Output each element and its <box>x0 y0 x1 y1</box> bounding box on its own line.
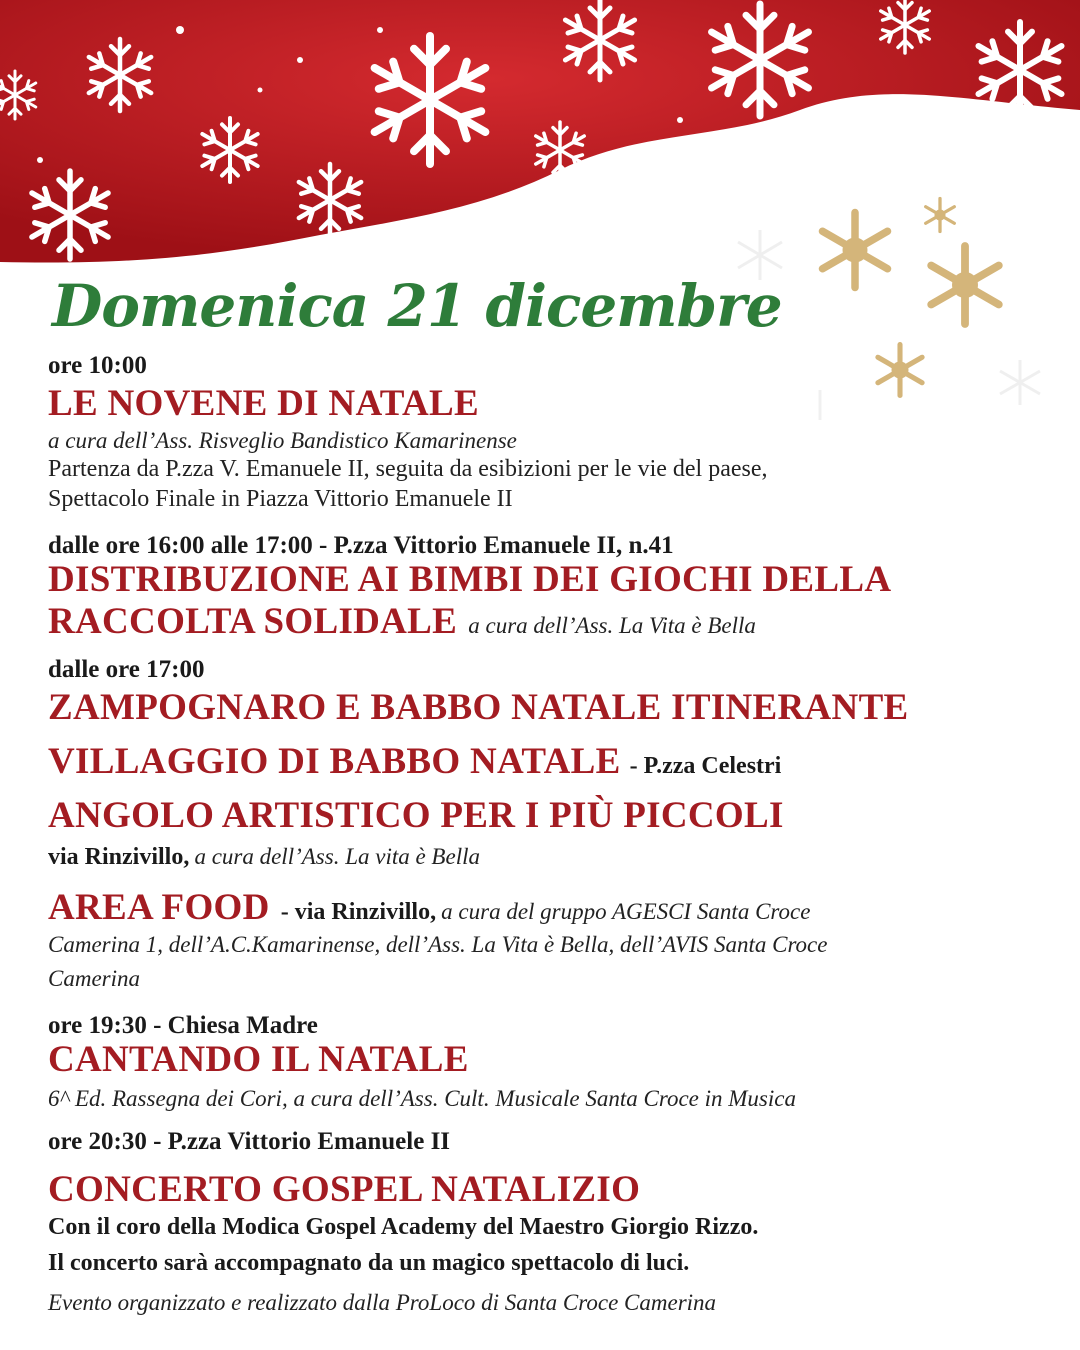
event-6-organizer-line-2: Camerina 1, dell’A.C.Kamarinense, dell’Ass. La Vita è Bella, dell’AVIS Santa Croce <box>48 932 828 957</box>
event-4-row <box>48 740 781 783</box>
event-4-place: - P.zza Celestri <box>629 753 782 779</box>
event-2-title-line-2-row <box>48 600 756 643</box>
event-1-details-line-2: Spettacolo Finale in Piazza Vittorio Emanuele II <box>48 486 513 512</box>
event-2-title-line-2: RACCOLTA SOLIDALE <box>48 601 458 642</box>
event-8-title: CONCERTO GOSPEL NATALIZIO <box>48 1169 641 1210</box>
event-7-time: ore 19:30 - Chiesa Madre <box>48 1012 318 1039</box>
event-2-organizer: a cura dell’Ass. La Vita è Bella <box>468 613 756 638</box>
event-1-organizer: a cura dell’Ass. Risveglio Bandistico Kamarinense <box>48 428 517 453</box>
footer-organizer: Evento organizzato e realizzato dalla ProLoco di Santa Croce Camerina <box>48 1290 717 1315</box>
event-8-time: ore 20:30 - P.zza Vittorio Emanuele II <box>48 1128 451 1155</box>
event-1-time: ore 10:00 <box>48 352 147 379</box>
event-2-time: dalle ore 16:00 alle 17:00 - P.zza Vittorio Emanuele II, n.41 <box>48 532 674 559</box>
page-title: Domenica 21 dicembre <box>52 272 782 340</box>
event-8-details-line-1: Con il coro della Modica Gospel Academy del Maestro Giorgio Rizzo. <box>48 1214 759 1240</box>
event-5-details-row <box>48 844 480 871</box>
event-6-title: AREA FOOD <box>48 887 270 928</box>
event-1-details-line-1: Partenza da P.zza V. Emanuele II, seguita da esibizioni per le vie del paese, <box>48 456 768 482</box>
event-8-details-line-2: Il concerto sarà accompagnato da un magico spettacolo di luci. <box>48 1250 690 1276</box>
event-1-title: LE NOVENE DI NATALE <box>48 383 479 424</box>
event-6-place: - via Rinzivillo, <box>280 899 437 925</box>
event-6-organizer-line-3: Camerina <box>48 966 140 991</box>
event-2-title-line-1: DISTRIBUZIONE AI BIMBI DEI GIOCHI DELLA <box>48 559 892 600</box>
event-5-place: via Rinzivillo, <box>48 844 190 870</box>
event-3-time: dalle ore 17:00 <box>48 656 205 683</box>
event-5-organizer: a cura dell’Ass. La vita è Bella <box>194 844 480 869</box>
event-3-title: ZAMPOGNARO E BABBO NATALE ITINERANTE <box>48 687 909 728</box>
event-5-title: ANGOLO ARTISTICO PER I PIÙ PICCOLI <box>48 795 784 836</box>
event-6-organizer-line-1: a cura del gruppo AGESCI Santa Croce <box>441 899 811 924</box>
event-7-organizer: 6^ Ed. Rassegna dei Cori, a cura dell’Ass. Cult. Musicale Santa Croce in Musica <box>48 1086 796 1111</box>
event-6-row <box>48 886 810 929</box>
event-4-title: VILLAGGIO DI BABBO NATALE <box>48 741 621 782</box>
event-7-title: CANTANDO IL NATALE <box>48 1039 469 1080</box>
